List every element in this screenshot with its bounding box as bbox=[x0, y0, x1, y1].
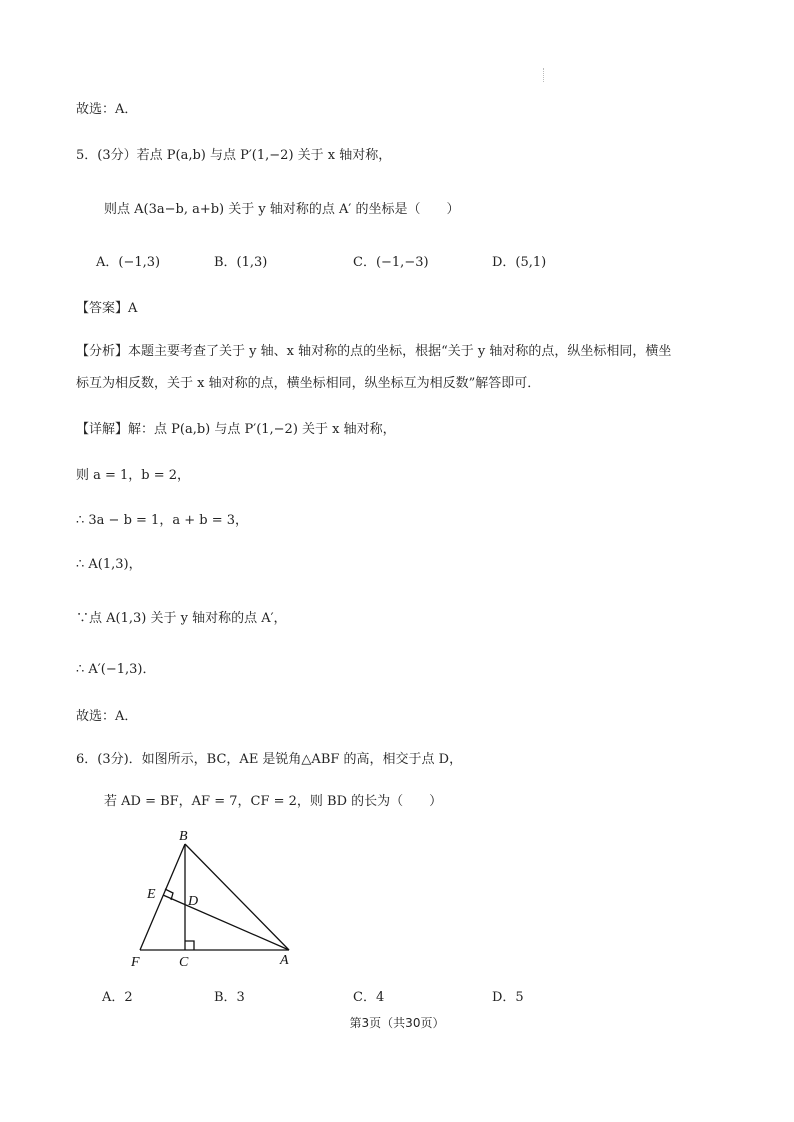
q6-option-c: C．4 bbox=[353, 990, 385, 1005]
q6-option-b: B．3 bbox=[214, 990, 245, 1005]
q5-analysis-line1: 【分析】本题主要考查了关于 y 轴、x 轴对称的点的坐标，根据“关于 y 轴对称的点，纵坐标相同，横坐 bbox=[76, 344, 672, 359]
label-b: B bbox=[179, 829, 188, 844]
q6-stem-line1: 6．(3分)．如图所示，BC，AE 是锐角△ABF 的高，相交于点 D， bbox=[76, 752, 463, 767]
right-angle-mark-c bbox=[185, 941, 194, 950]
q5-analysis-line2: 标互为相反数，关于 x 轴对称的点，横坐标相同，纵坐标互为相反数”解答即可． bbox=[76, 376, 541, 391]
q5-detail-line5: ∵点 A(1,3) 关于 y 轴对称的点 A′， bbox=[76, 611, 287, 626]
label-c: C bbox=[179, 955, 189, 970]
q5-answer: 【答案】A bbox=[76, 301, 138, 316]
q6-stem-line2: 若 AD = BF，AF = 7，CF = 2，则 BD 的长为（ ） bbox=[104, 794, 443, 809]
triangle-figure bbox=[125, 822, 305, 972]
q5-detail-line2: 则 a = 1，b = 2， bbox=[76, 468, 191, 483]
q5-option-c: C．(−1,−3) bbox=[353, 255, 429, 270]
q5-detail-line6: ∴ A′(−1,3)． bbox=[76, 662, 156, 677]
label-e: E bbox=[147, 887, 156, 902]
q5-detail-line3: ∴ 3a − b = 1，a + b = 3， bbox=[76, 513, 248, 528]
label-a: A bbox=[280, 953, 289, 968]
label-d: D bbox=[188, 894, 199, 909]
previous-answer: 故选：A． bbox=[76, 102, 138, 117]
q5-stem-line2: 则点 A(3a−b, a+b) 关于 y 轴对称的点 A′ 的坐标是（ ） bbox=[104, 202, 460, 217]
scan-mark bbox=[543, 68, 546, 82]
q5-option-b: B．(1,3) bbox=[214, 255, 268, 270]
q5-stem-line1: 5．(3分）若点 P(a,b) 与点 P′(1,−2) 关于 x 轴对称， bbox=[76, 148, 392, 163]
q6-option-a: A．2 bbox=[102, 990, 133, 1005]
segment-ba bbox=[185, 844, 289, 950]
right-angle-mark-e bbox=[165, 889, 173, 900]
altitude-ae bbox=[163, 895, 289, 950]
q5-option-a: A．(−1,3) bbox=[96, 255, 161, 270]
q5-option-d: D．(5,1) bbox=[492, 255, 547, 270]
q5-detail-line1: 【详解】解：点 P(a,b) 与点 P′(1,−2) 关于 x 轴对称， bbox=[76, 422, 396, 437]
q5-detail-line4: ∴ A(1,3)， bbox=[76, 557, 142, 572]
page-footer: 第3页（共30页） bbox=[349, 1016, 445, 1030]
q5-conclusion: 故选：A． bbox=[76, 709, 138, 724]
q6-option-d: D．5 bbox=[492, 990, 524, 1005]
label-f: F bbox=[131, 955, 140, 970]
